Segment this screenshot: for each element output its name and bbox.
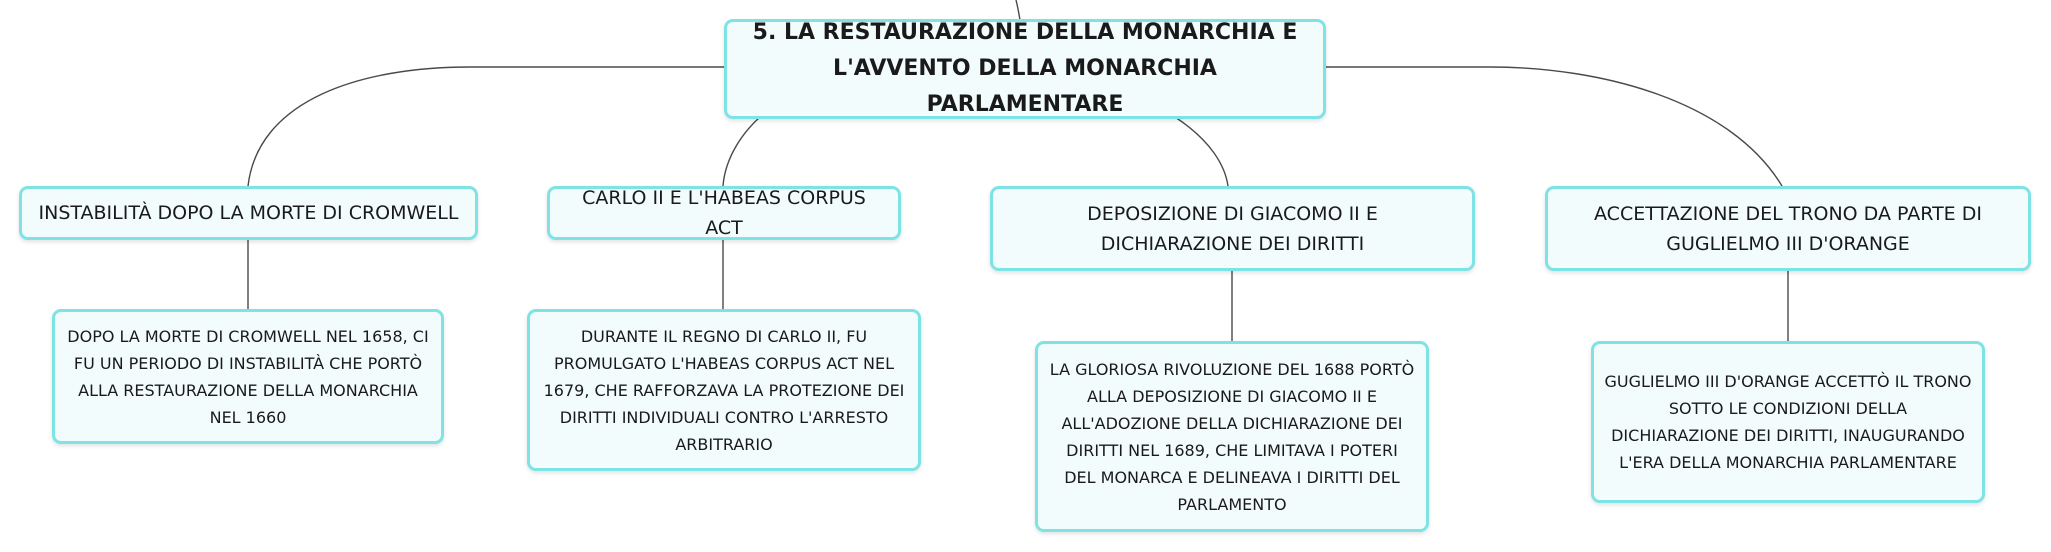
connector-root-branch-1	[248, 67, 726, 186]
branch-topic-node-4[interactable]	[1545, 186, 2031, 271]
branch-detail-text: DURANTE IL REGNO DI CARLO II, FU PROMULGATO L'HABEAS CORPUS ACT NEL 1679, CHE RAFFORZAVA LA PROTEZIONE DEI DIRITTI INDIVIDUALI CONTRO L'ARRESTO ARBITRARIO	[543, 326, 905, 454]
branch-topic-node-2[interactable]	[547, 186, 901, 240]
branch-detail-text: LA GLORIOSA RIVOLUZIONE DEL 1688 PORTÒ ALLA DEPOSIZIONE DI GIACOMO II E ALL'ADOZIONE DELLA DICHIARAZIONE DEI DIRITTI NEL 1689, CHE LIMITAVA I POTERI DEL MONARCA E DELINEAVA I DIRITTI DEL PARLAMENTO	[1049, 359, 1415, 514]
branch-detail-text: DOPO LA MORTE DI CROMWELL NEL 1658, CI FU UN PERIODO DI INSTABILITÀ CHE PORTÒ ALLA RESTAURAZIONE DELLA MONARCHIA NEL 1660	[67, 326, 429, 427]
branch-topic-label: DEPOSIZIONE DI GIACOMO II E DICHIARAZIONE DEI DIRITTI	[1087, 202, 1378, 255]
branch-topic-node-1[interactable]	[19, 186, 478, 240]
branch-topic-node-3[interactable]	[990, 186, 1475, 271]
root-topic-title: 5. LA RESTAURAZIONE DELLA MONARCHIA E L'AVVENTO DELLA MONARCHIA PARLAMENTARE	[752, 20, 1298, 117]
branch-detail-node-2[interactable]	[527, 309, 921, 471]
connector-root-branch-2	[723, 117, 760, 186]
branch-detail-node-1[interactable]	[52, 309, 444, 444]
connector-root-branch-3	[1175, 117, 1228, 186]
branch-topic-label: INSTABILITÀ DOPO LA MORTE DI CROMWELL	[38, 202, 459, 224]
branch-detail-node-3[interactable]	[1035, 341, 1429, 532]
branch-detail-text: GUGLIELMO III D'ORANGE ACCETTÒ IL TRONO SOTTO LE CONDIZIONI DELLA DICHIARAZIONE DEI DIRITTI, INAUGURANDO L'ERA DELLA MONARCHIA PARLAMENTARE	[1604, 372, 1972, 472]
branch-detail-node-4[interactable]	[1591, 341, 1985, 503]
root-topic-node[interactable]	[724, 19, 1326, 119]
connector-root-branch-4	[1326, 67, 1782, 186]
branch-topic-label: CARLO II E L'HABEAS CORPUS ACT	[582, 187, 866, 239]
branch-topic-label: ACCETTAZIONE DEL TRONO DA PARTE DI GUGLIELMO III D'ORANGE	[1594, 202, 1982, 255]
